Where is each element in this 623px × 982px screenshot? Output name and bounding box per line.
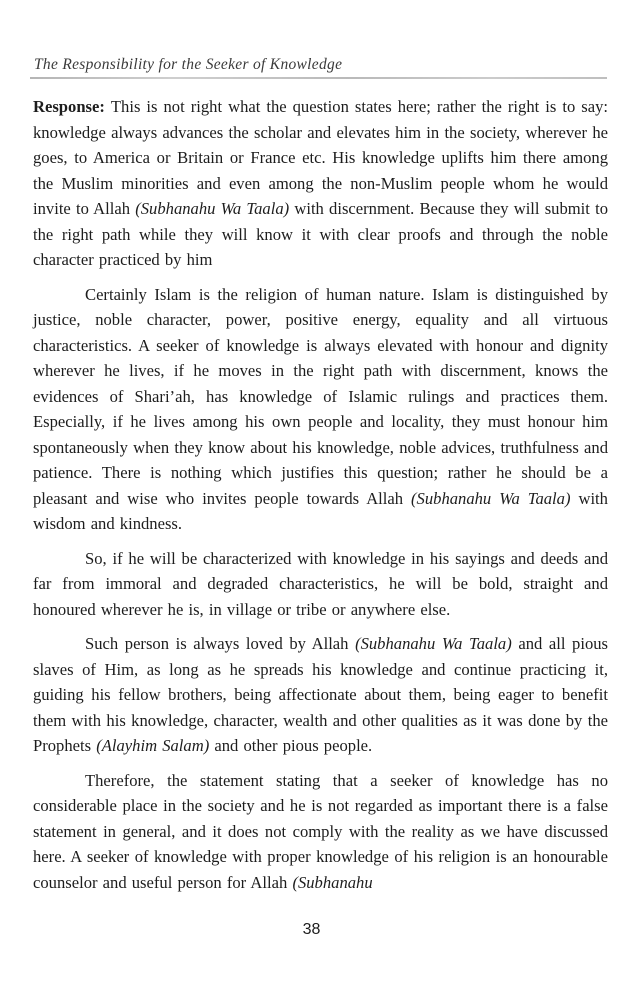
page-number: 38 <box>302 921 321 938</box>
paragraphs <box>33 94 608 895</box>
text-segment-italic: (Subhanahu Wa Taala) <box>411 488 571 508</box>
text-segment-bold: Response: <box>33 97 111 116</box>
text-segment-italic: (Alayhim Salam) <box>96 736 210 755</box>
text-segment-normal: This is not right what the question states here; rather the right is to say: knowledge always advances the scholar and elevates him in the society, wherever he goes, to America or Britain or France etc. His knowledge uplifts him there among the Muslim minorities and even among the non-Muslim people whom he would invite to Allah <box>33 97 608 218</box>
text-segment-italic: (Subhanahu Wa Taala) <box>355 634 512 653</box>
paragraph <box>33 282 608 537</box>
text-segment-normal: Certainly Islam is the religion of human nature. Islam is distinguished by justice, noble character, power, positive energy, equality and all virtuous characteristics. A seeker of knowledge is always elevated with honour and dignity wherever he lives, if he moves in the right path with discernment, knows the evidences of Shari’ah, has knowledge of Islamic rulings and practices them. Especially, if he lives among his own people and locality, they must honour him spontaneously when they know about his knowledge, noble advices, truthfulness and patience. There is nothing which justifies this question; rather he should be a pleasant and wise who invites people towards Allah <box>33 284 608 508</box>
text-segment-normal: Such person is always loved by Allah <box>85 634 356 653</box>
paragraph <box>33 631 608 759</box>
paragraph <box>33 94 608 273</box>
text-segment-normal: and other pious people. <box>209 736 373 755</box>
text-segment-normal: with wisdom and kindness. <box>33 488 608 533</box>
running-header-title: The Responsibility for the Seeker of Knowledge <box>34 56 343 73</box>
text-segment-italic: (Subhanahu Wa Taala) <box>135 199 290 218</box>
paragraph <box>33 546 608 623</box>
text-segment-normal: with discernment. Because they will submit to the right path while they will know it with clear proofs and through the noble character practiced by him <box>33 199 608 269</box>
paragraph <box>33 768 608 896</box>
text-segment-normal: So, if he will be characterized with knowledge in his sayings and deeds and far from immoral and degraded characteristics, he will be bold, straight and honoured wherever he is, in village or tribe or anywhere else. <box>33 548 608 619</box>
text-segment-italic: (Subhanahu <box>292 872 373 892</box>
text-segment-normal: Therefore, the statement stating that a seeker of knowledge has no considerable place in the society and he is not regarded as important there is a false statement in general, and it does not comply with the reality as we have discussed here. A seeker of knowledge with proper knowledge of his religion is an honourable counselor and useful person for Allah <box>33 770 608 892</box>
page-body-text <box>33 94 608 904</box>
header-divider <box>30 77 607 79</box>
text-segment-normal: and all pious slaves of Him, as long as he spreads his knowledge and continue practicing it, guiding his fellow brothers, being affectionate about them, being eager to benefit them with his knowledge, character, wealth and other qualities as it was done by the Prophets <box>33 634 608 755</box>
